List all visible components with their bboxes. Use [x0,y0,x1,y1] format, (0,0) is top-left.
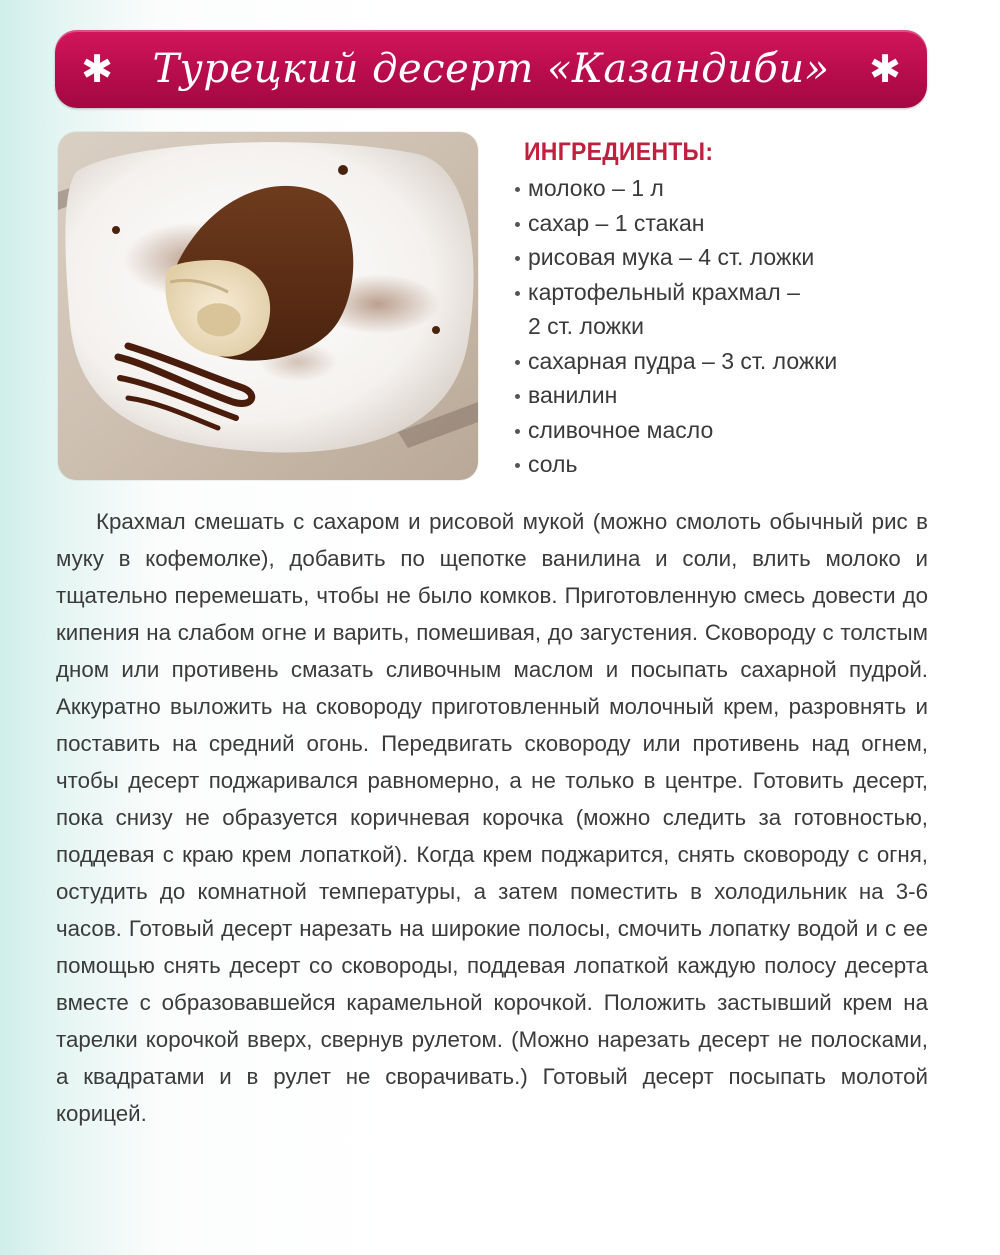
ingredients-heading: ИНГРЕДИЕНТЫ: [524,138,714,166]
ingredient-item: ванилин [512,378,952,413]
asterisk-ornament-left-icon: ✱ [81,47,113,91]
ingredient-item: рисовая мука – 4 ст. ложки [512,240,952,275]
ingredient-item: молоко – 1 л [512,171,952,206]
asterisk-ornament-right-icon: ✱ [869,47,901,91]
ingredient-item: сахарная пудра – 3 ст. ложки [512,344,952,379]
title-banner [55,30,927,108]
recipe-instructions: Крахмал смешать с сахаром и рисовой мукой (можно смолоть обычный рис в муку в кофемолке), добавить по щепотке ванилина и соли, влить молоко и тщательно перемешать, чтобы не было комков. Приготовленную смесь довести до кипения на слабом огне и варить, помешивая, до загустения. Сковороду с толстым дном или противень смазать сливочным маслом и посыпать сахарной пудрой. Аккуратно выложить на сковороду приготовленный молочный крем, разровнять и поставить на средний огонь. Передвигать сковороду или противень над огнем, чтобы десерт поджаривался равномерно, а не только в центре. Готовить десерт, пока снизу не образуется коричневая корочка (можно следить за готовностью, поддевая с краю крем лопаткой). Когда крем поджарится, снять сковороду с огня, остудить до комнатной температуры, а затем поместить в холодильник на 3-6 часов. Готовый десерт нарезать на широкие полосы, смочить лопатку водой и с ее помощью снять десерт со сковороды, поддевая лопаткой каждую полосу десерта вместе с образовавшейся карамельной корочкой. Положить застывший крем на тарелки корочкой вверх, свернув рулетом. (Можно нарезать десерт не полосками, а квадратами и в рулет не сворачивать.) Готовый десерт посыпать молотой корицей. [56,509,928,1126]
ingredient-item: соль [512,447,952,482]
ingredients-list [512,171,952,482]
ingredient-item: сливочное масло [512,413,952,448]
dessert-photo [58,132,478,480]
ingredients-block [512,138,952,482]
ingredient-item: картофельный крахмал – 2 ст. ложки [512,275,952,344]
ingredient-item: сахар – 1 стакан [512,206,952,241]
recipe-title: Турецкий десерт «Казандиби» [152,46,830,92]
